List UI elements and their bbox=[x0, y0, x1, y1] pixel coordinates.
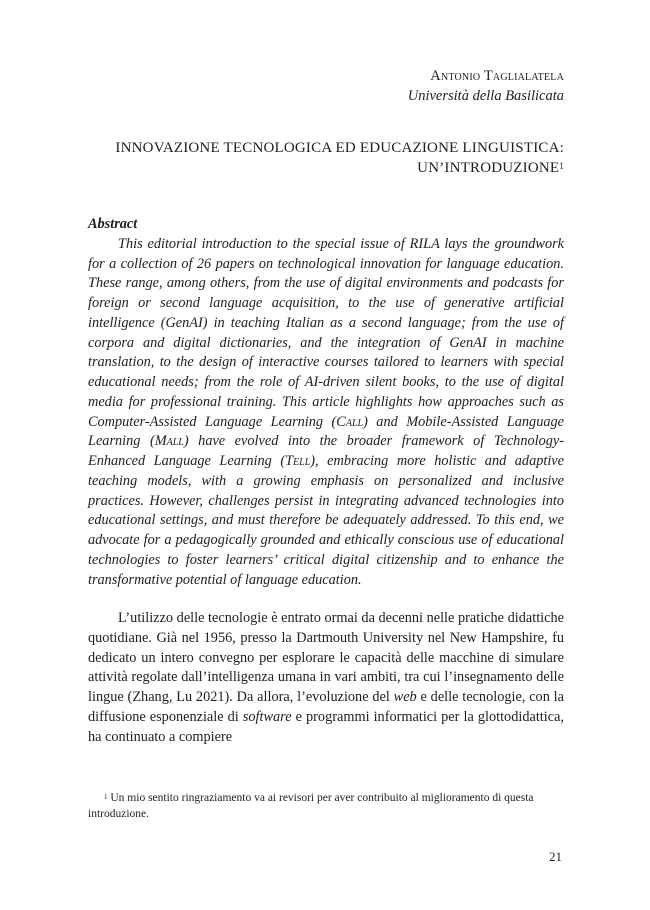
abstract-section bbox=[88, 215, 564, 590]
abstract-text bbox=[88, 235, 564, 591]
body-text-part-1: L’utilizzo delle tecnologie è entrato ormai da decenni nelle pratiche didattiche quotidiane. Già nel 1956, presso la Dartmouth University nel New Hampshire, fu dedicato un intero convegno per esplorare le capacità delle macchine di simulare attività regolate dall’intelligenza umana in vari ambiti, tra cui l’insegnamento delle lingue (Zhang, Lu 2021). Da allora, l’evoluzione del bbox=[88, 610, 564, 705]
author-name: Antonio Taglialatela bbox=[430, 68, 564, 84]
body-text-part-2: e delle tecnologie, con la diffusione esponenziale di bbox=[88, 689, 564, 725]
body-term-software: software bbox=[242, 708, 292, 725]
body-text-part-3: e programmi informatici per la glottodidattica, ha continuato a compiere bbox=[88, 708, 564, 745]
title-line-2 bbox=[86, 158, 564, 178]
abstract-text-part-4: ), embracing more holistic and adaptive teaching models, with a growing emphasis on personalized and inclusive practices. However, challenges persist in integrating advanced technologies into educational settings, and must therefore be adequately addressed. To this end, we advocate for a pedagogically grounded and ethically conscious use of educational technologies to foster learners’ critical digital citizenship and to enhance the transformative potential of language education. bbox=[88, 453, 564, 588]
title-line-1: INNOVAZIONE TECNOLOGICA ED EDUCAZIONE LINGUISTICA: bbox=[115, 140, 564, 156]
footnote bbox=[88, 790, 566, 822]
page-number: 21 bbox=[549, 849, 562, 864]
body-paragraph bbox=[88, 609, 564, 747]
abstract-text-part-3: ) have evolved into the broader framework of Technology-Enhanced Language Learning ( bbox=[88, 433, 564, 469]
acronym-mall: Mall bbox=[154, 433, 184, 450]
footnote-text: Un mio sentito ringraziamento va ai revisori per aver contribuito al miglioramento di questa introduzione. bbox=[88, 792, 534, 820]
title-footnote-marker: 1 bbox=[559, 161, 564, 171]
footnote-marker: 1 bbox=[104, 793, 108, 801]
title-line-2-text: UN’INTRODUZIONE bbox=[417, 160, 560, 176]
author-block bbox=[408, 66, 564, 106]
author-affiliation: Università della Basilicata bbox=[407, 88, 564, 104]
abstract-heading: Abstract bbox=[88, 216, 138, 232]
acronym-call: Call bbox=[336, 413, 364, 430]
article-title bbox=[86, 138, 564, 178]
acronym-tell: Tell bbox=[285, 453, 311, 469]
abstract-text-part-2: ) and Mobile-Assisted Language Learning ( bbox=[88, 413, 564, 450]
abstract-text-part-1: This editorial introduction to the special issue of RILA lays the groundwork for a collection of 26 papers on technological innovation for language education. These range, among others, from the use of digital environments and podcasts for foreign or second language acquisition, to the use of generative artificial intelligence (GenAI) in teaching Italian as a second language; from the use of corpora and digital dictionaries, and the integration of GenAI in machine translation, to the design of interactive courses tailored to learners with special educational needs; from the role of AI-driven silent books, to the use of digital media for professional training. This article highlights how approaches such as Computer-Assisted Language Learning ( bbox=[88, 235, 564, 430]
body-term-web: web bbox=[393, 689, 417, 705]
